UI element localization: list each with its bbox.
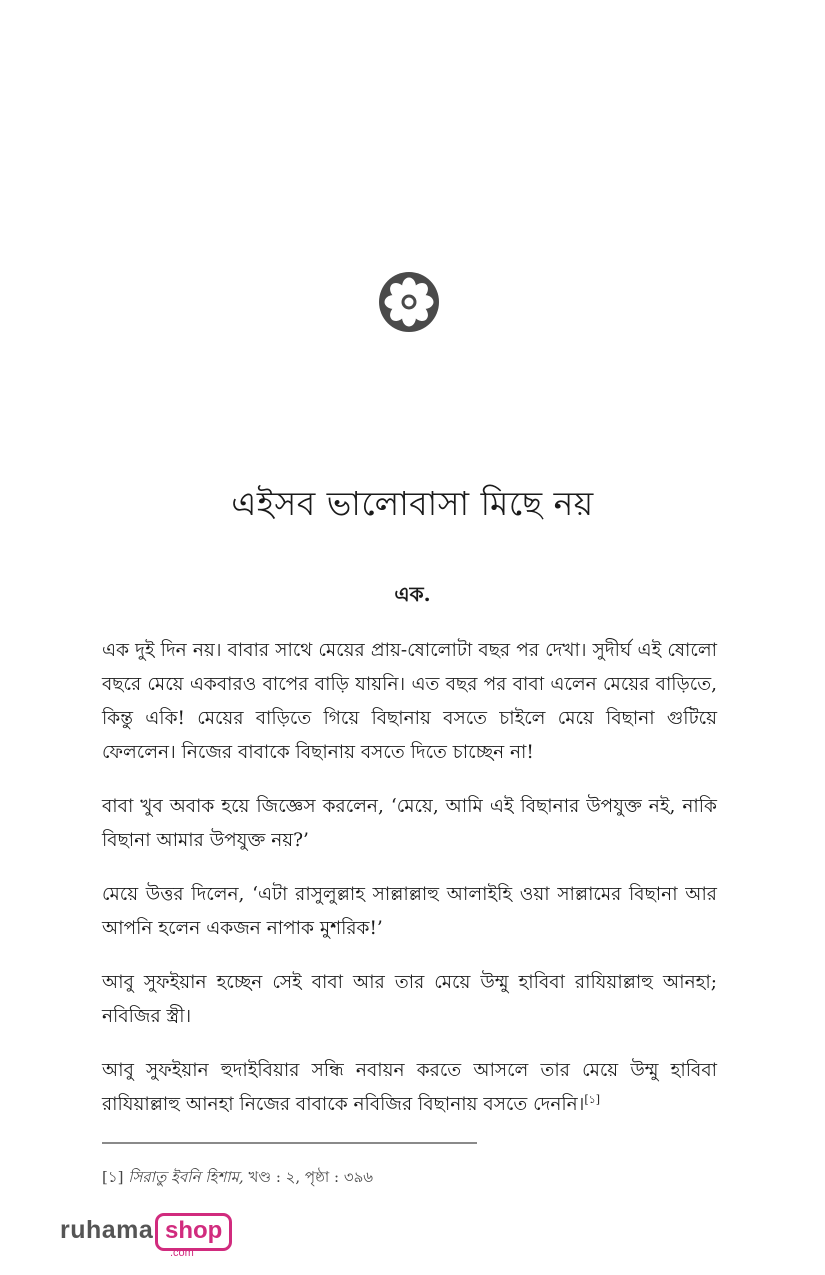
- chapter-title: এইসব ভালোবাসা মিছে নয়: [231, 484, 594, 523]
- footnote-marker[interactable]: [১]: [584, 1092, 601, 1106]
- footnote-detail: খণ্ড : ২, পৃষ্ঠা : ৩৯৬: [248, 1168, 374, 1186]
- flower-ornament-icon: [378, 271, 440, 333]
- footnote-source: সিরাতু ইবনি হিশাম,: [128, 1168, 244, 1186]
- paragraph: মেয়ে উত্তর দিলেন, ‘এটা রাসুলুল্লাহ সাল্লাল্লাহু আলাইহি ওয়া সাল্লামের বিছানা আর আপনি হলেন একজন নাপাক মুশরিক!’: [102, 884, 717, 939]
- paragraph: আবু সুফইয়ান হুদাইবিয়ার সন্ধি নবায়ন করতে আসলে তার মেয়ে উম্মু হাবিবা রাযিয়াল্লাহু আনহা নিজের বাবাকে নবিজির বিছানায় বসতে দেননি।: [102, 1060, 717, 1115]
- section-heading: এক.: [394, 582, 431, 606]
- paragraph-with-footnote: [102, 1054, 717, 1122]
- body-text: [102, 634, 717, 1142]
- paragraph: এক দুই দিন নয়। বাবার সাথে মেয়ের প্রায়-ষোলোটা বছর পর দেখা। সুদীর্ঘ এই ষোলো বছরে মেয়ে একবারও বাপের বাড়ি যায়নি। এত বছর পর বাবা এলেন মেয়ের বাড়িতে, কিন্তু একি! মেয়ের বাড়িতে গিয়ে বিছানায় বসতে চাইলে মেয়ে বিছানা গুটিয়ে ফেললেন। নিজের বাবাকে বিছানায় বসতে দিতে চাচ্ছেন না!: [102, 640, 717, 763]
- brand-domain: .com: [170, 1247, 194, 1259]
- paragraph: বাবা খুব অবাক হয়ে জিজ্ঞেস করলেন, ‘মেয়ে, আমি এই বিছানার উপযুক্ত নই, নাকি বিছানা আমার উপযুক্ত নয়?’: [102, 796, 717, 851]
- brand-name-part2: shop: [155, 1213, 232, 1251]
- footnote-number: [১]: [102, 1168, 124, 1186]
- brand-name-part1: ruhama: [60, 1216, 154, 1244]
- footnote-divider: [102, 1142, 477, 1144]
- footnote: [102, 1166, 717, 1191]
- paragraph: আবু সুফইয়ান হচ্ছেন সেই বাবা আর তার মেয়ে উম্মু হাবিবা রাযিয়াল্লাহু আনহা; নবিজির স্ত্রী।: [102, 972, 717, 1027]
